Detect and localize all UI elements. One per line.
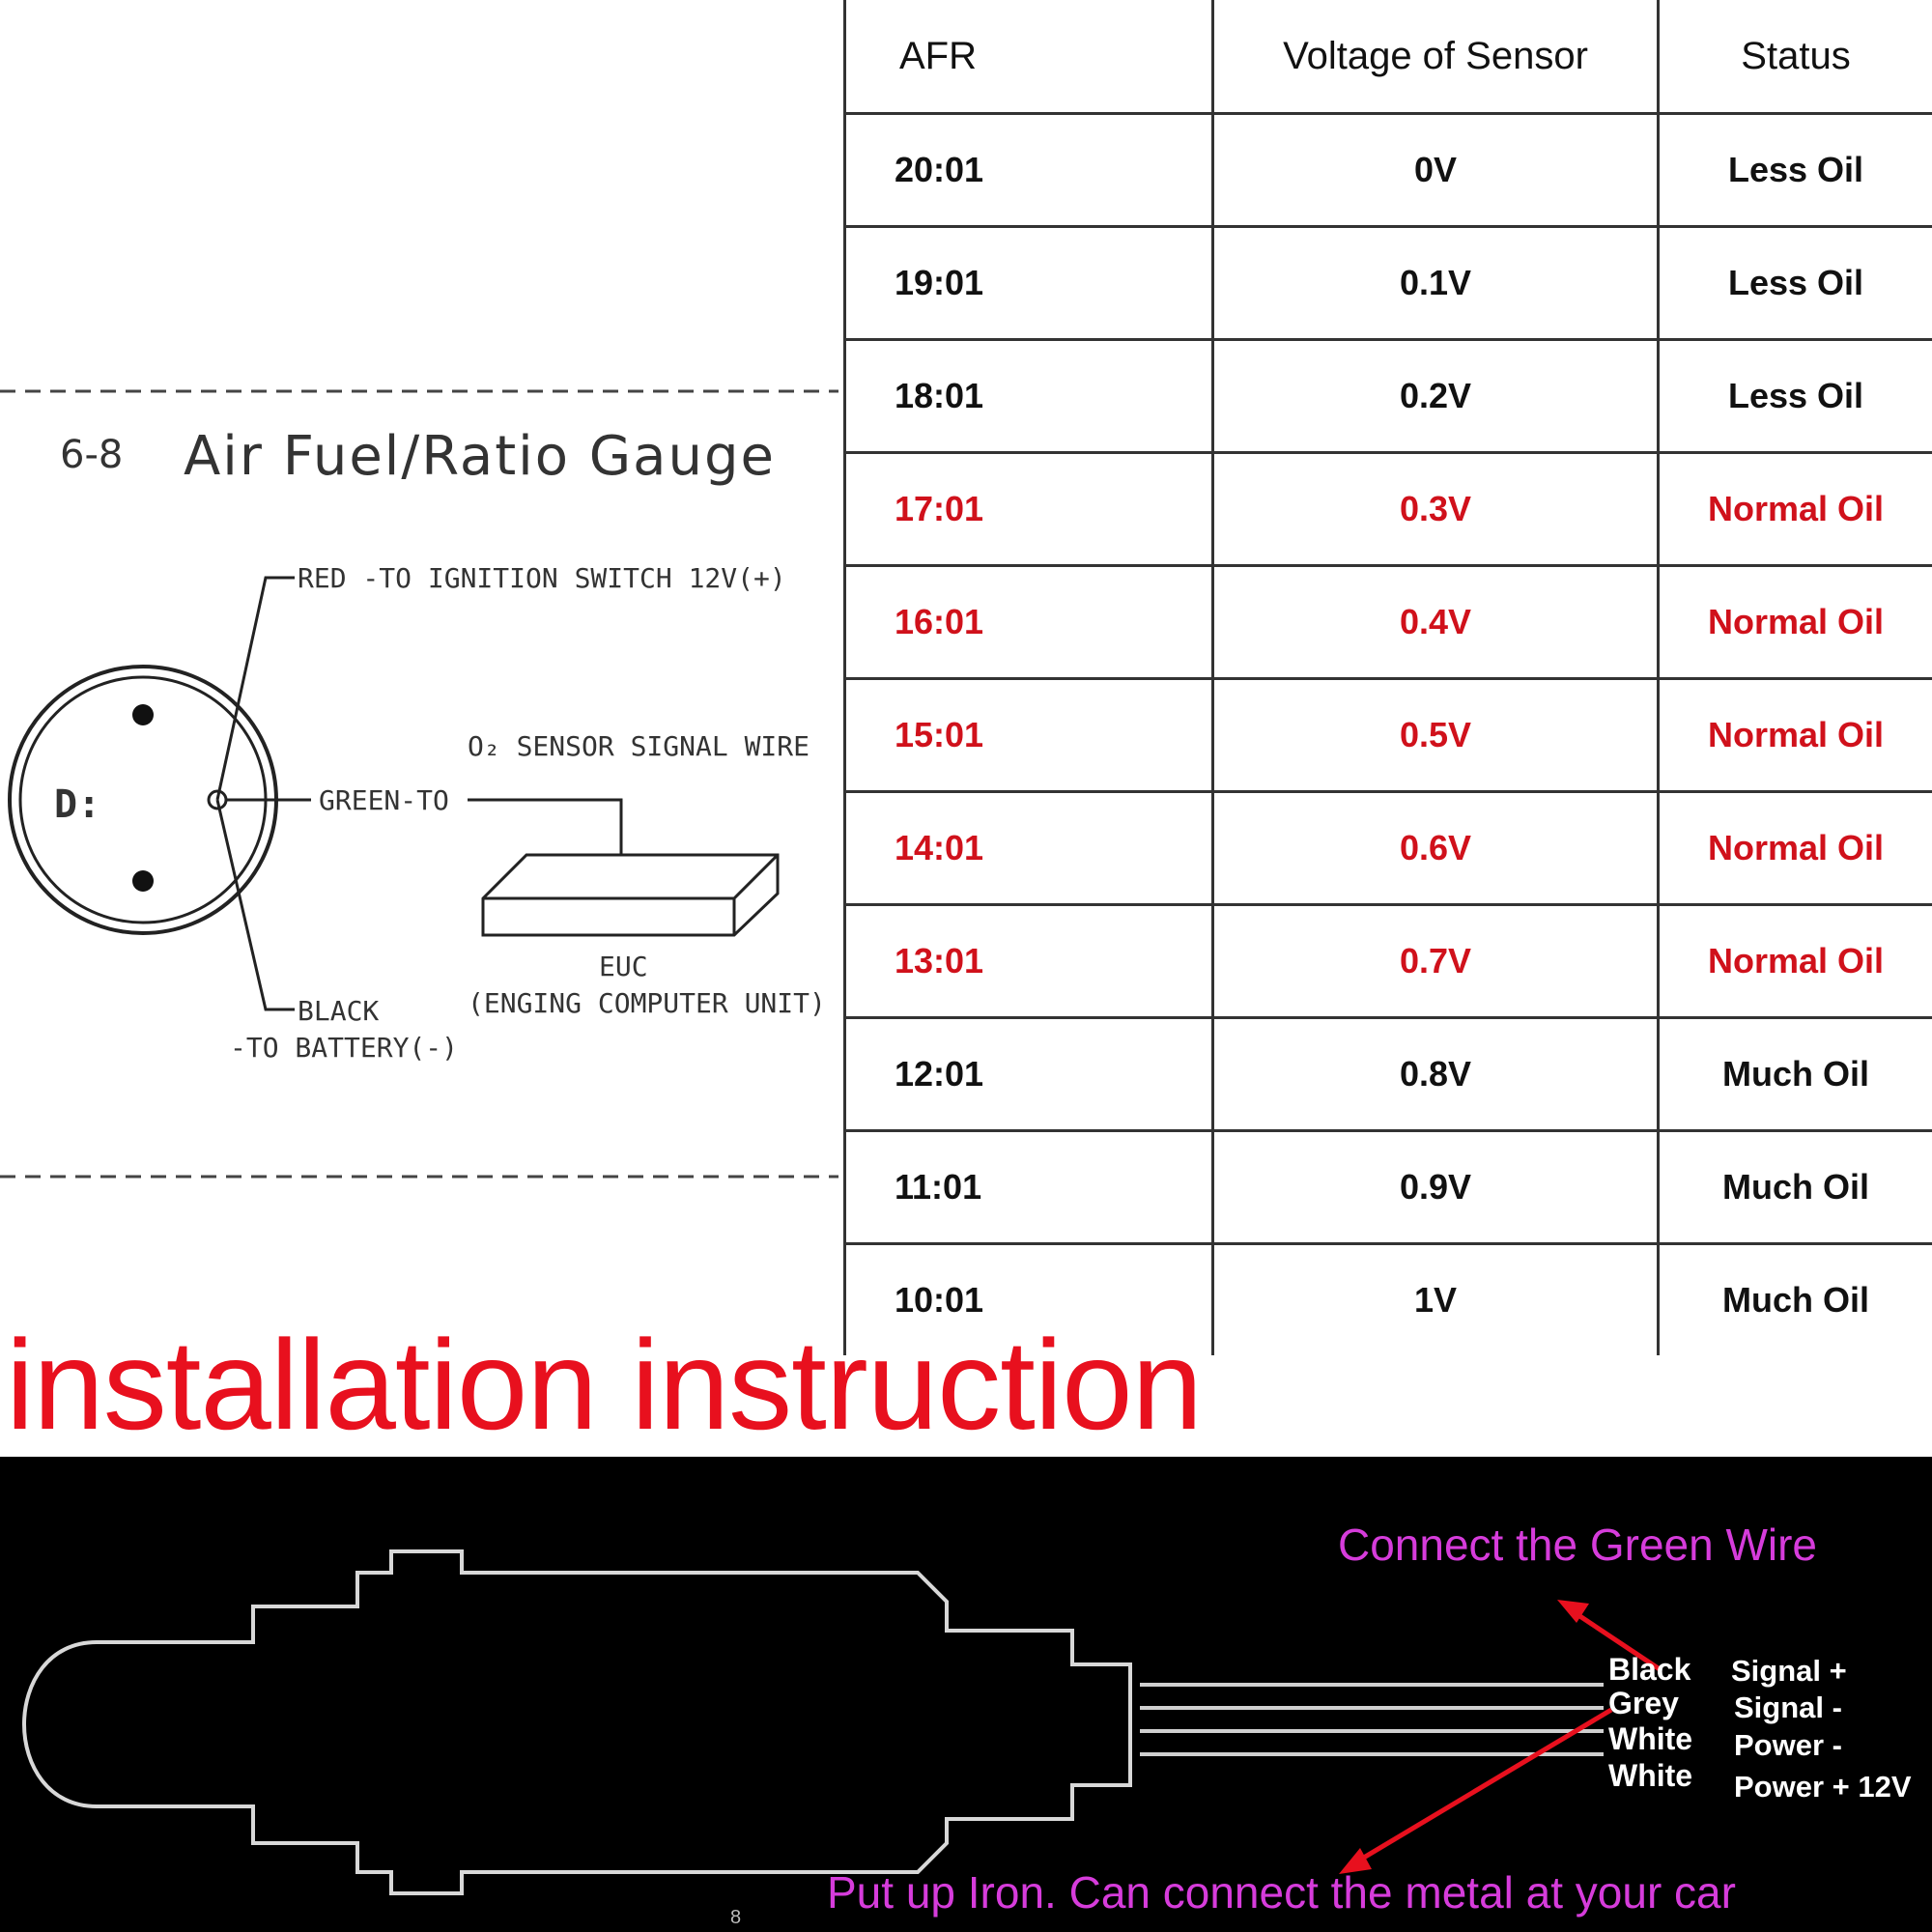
wire-color-4: White <box>1608 1758 1693 1793</box>
afr-cell: 18:01 <box>845 340 1213 453</box>
afr-column-header: AFR <box>845 0 1213 114</box>
table-body <box>845 114 1932 1356</box>
status-cell: Less Oil <box>1659 114 1932 227</box>
afr-cell: 17:01 <box>845 453 1213 566</box>
afr-cell: 13:01 <box>845 905 1213 1018</box>
afr-cell: 14:01 <box>845 792 1213 905</box>
status-cell: Normal Oil <box>1659 566 1932 679</box>
status-cell: Normal Oil <box>1659 679 1932 792</box>
wire-function-3: Power - <box>1734 1728 1842 1762</box>
voltage-cell: 0.7V <box>1213 905 1659 1018</box>
table-row <box>845 1018 1932 1131</box>
afr-cell: 20:01 <box>845 114 1213 227</box>
black-wire-label: BLACK <box>298 995 380 1027</box>
voltage-cell: 1V <box>1213 1244 1659 1356</box>
battery-label: -TO BATTERY(-) <box>230 1032 459 1064</box>
sensor-wires <box>1140 1685 1604 1754</box>
voltage-cell: 0.3V <box>1213 453 1659 566</box>
afr-cell: 16:01 <box>845 566 1213 679</box>
status-cell: Much Oil <box>1659 1131 1932 1244</box>
afr-cell: 10:01 <box>845 1244 1213 1356</box>
table-row <box>845 679 1932 792</box>
voltage-cell: 0.1V <box>1213 227 1659 340</box>
wire-function-2: Signal - <box>1734 1690 1842 1724</box>
ground-metal-callout: Put up Iron. Can connect the metal at your car <box>827 1867 1736 1918</box>
status-cell: Normal Oil <box>1659 792 1932 905</box>
table-row <box>845 792 1932 905</box>
voltage-cell: 0.9V <box>1213 1131 1659 1244</box>
red-wire-label: RED -TO IGNITION SWITCH 12V(+) <box>298 562 786 594</box>
voltage-cell: 0.2V <box>1213 340 1659 453</box>
section-number: 6-8 <box>60 433 124 477</box>
afr-cell: 12:01 <box>845 1018 1213 1131</box>
wire-function-4: Power + 12V <box>1734 1770 1912 1804</box>
ecu-full-name: (ENGING COMPUTER UNIT) <box>468 987 826 1019</box>
black-wire-line <box>217 800 295 1009</box>
voltage-cell: 0.4V <box>1213 566 1659 679</box>
footer-mark: 8 <box>730 1907 742 1928</box>
wire-color-3: White <box>1608 1721 1693 1756</box>
ecu-box-icon <box>483 855 778 935</box>
table-row <box>845 114 1932 227</box>
table-header-row <box>845 0 1932 114</box>
table-row <box>845 453 1932 566</box>
status-cell: Less Oil <box>1659 227 1932 340</box>
wire-color-1: Black <box>1608 1652 1691 1687</box>
status-column-header: Status <box>1659 0 1932 114</box>
voltage-cell: 0.8V <box>1213 1018 1659 1131</box>
voltage-cell: 0.6V <box>1213 792 1659 905</box>
gauge-icon-text: D: <box>54 782 101 827</box>
arrow-to-metal <box>1339 1710 1611 1874</box>
status-cell: Normal Oil <box>1659 453 1932 566</box>
table-row <box>845 566 1932 679</box>
ecu-label: EUC <box>599 951 648 982</box>
table-row <box>845 1131 1932 1244</box>
afr-voltage-table <box>843 0 1932 1355</box>
voltage-cell: 0.5V <box>1213 679 1659 792</box>
installation-headline: installation instruction <box>6 1314 1202 1456</box>
table-row <box>845 905 1932 1018</box>
connect-green-wire-callout: Connect the Green Wire <box>1338 1520 1818 1570</box>
status-cell: Much Oil <box>1659 1018 1932 1131</box>
table-row <box>845 340 1932 453</box>
green-wire-label: GREEN-TO <box>319 784 449 816</box>
red-wire-line <box>217 578 295 800</box>
wire-function-1: Signal + <box>1731 1654 1847 1688</box>
status-cell: Less Oil <box>1659 340 1932 453</box>
afr-cell: 15:01 <box>845 679 1213 792</box>
status-cell: Much Oil <box>1659 1244 1932 1356</box>
status-cell: Normal Oil <box>1659 905 1932 1018</box>
afr-cell: 19:01 <box>845 227 1213 340</box>
wire-color-2: Grey <box>1608 1686 1679 1720</box>
afr-cell: 11:01 <box>845 1131 1213 1244</box>
table-row <box>845 227 1932 340</box>
voltage-column-header: Voltage of Sensor <box>1213 0 1659 114</box>
o2-sensor-outline-icon <box>24 1551 1130 1893</box>
voltage-cell: 0V <box>1213 114 1659 227</box>
gauge-title: Air Fuel/Ratio Gauge <box>184 425 776 488</box>
o2-sensor-label: O₂ SENSOR SIGNAL WIRE <box>468 730 810 762</box>
